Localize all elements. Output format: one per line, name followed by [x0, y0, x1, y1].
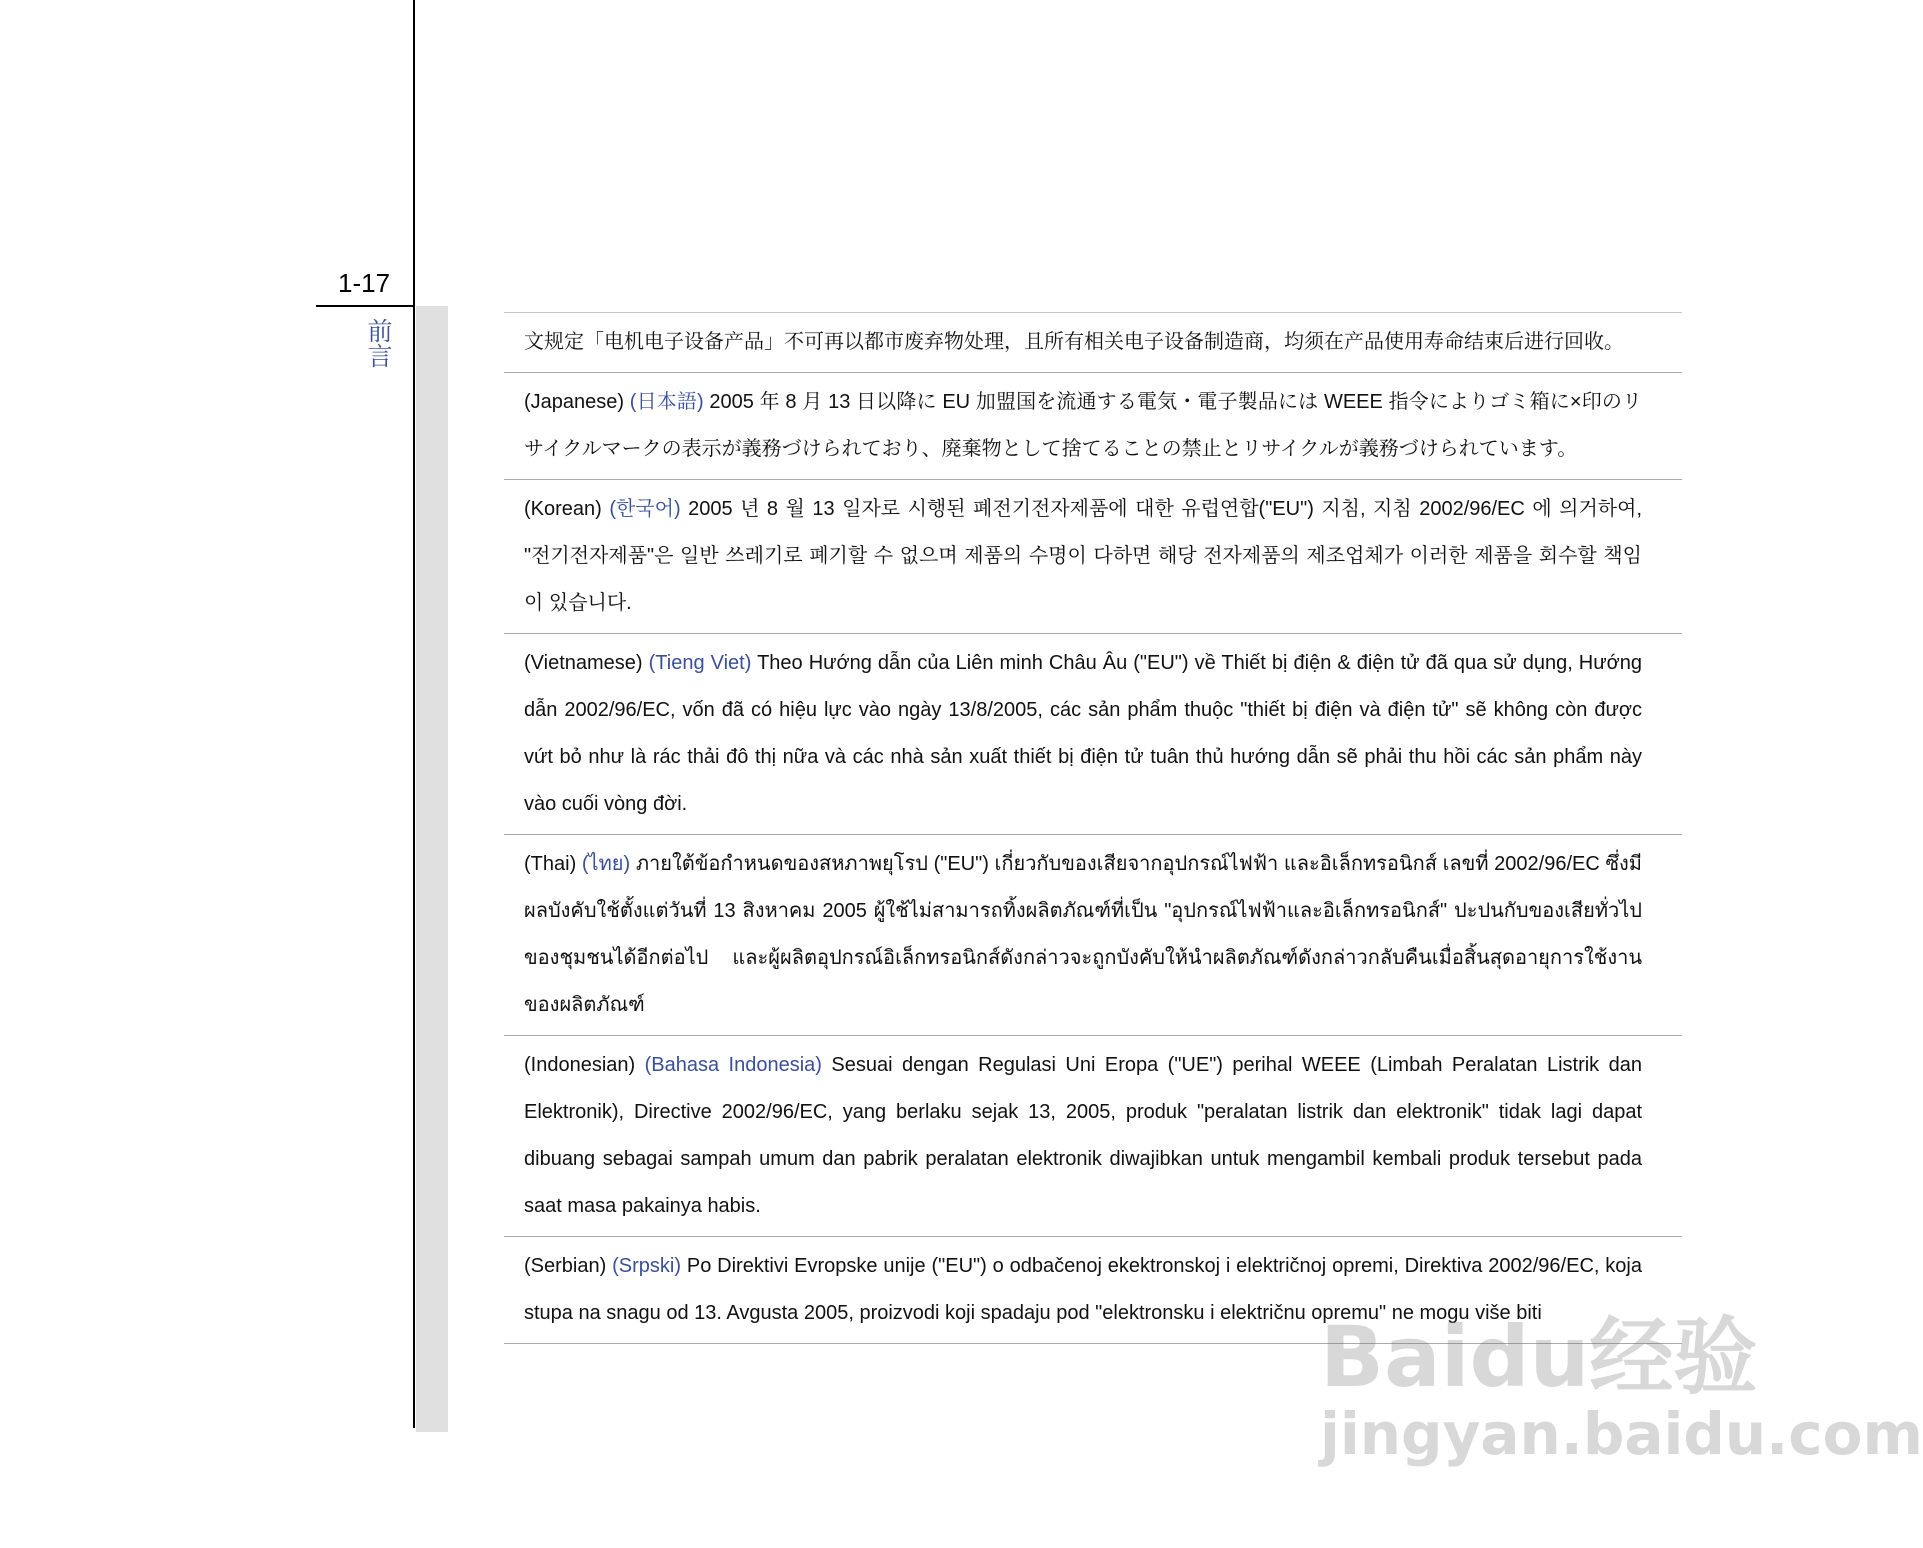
- native-language-name: (Tieng Viet): [648, 652, 752, 674]
- native-language-name: (Bahasa Indonesia): [644, 1054, 822, 1076]
- page-number-rule: [316, 305, 414, 307]
- paragraph-text: Po Direktivi Evropske unije ("EU") o odbačenoj ekektronskoj i električnoj opremi, Direktiva 2002/96/EC, koja stupa na snagu od 13. Avgusta 2005, proizvodi koji spadaju pod "elektronsku i električnu opremu" ne mogu više biti: [524, 1255, 1642, 1324]
- margin-vertical-rule: [413, 0, 415, 1428]
- paragraph-vietnamese: [504, 634, 1682, 835]
- paragraph-thai: [504, 835, 1682, 1036]
- paragraph-text: 2005 년 8 월 13 일자로 시행된 폐전기전자제품에 대한 유럽연합("EU") 지침, 지침 2002/96/EC 에 의거하여, "전기전자제품"은 일반 쓰레기로 폐기할 수 없으며 제품의 수명이 다하면 해당 전자제품의 제조업체가 이러한 제품을 회수할 책임이 있습니다.: [524, 498, 1642, 614]
- native-language-name: (Srpski): [612, 1255, 681, 1277]
- paragraph-text: Sesuai dengan Regulasi Uni Eropa ("UE") perihal WEEE (Limbah Peralatan Listrik dan Elektronik), Directive 2002/96/EC, yang berlaku sejak 13, 2005, produk "peralatan listrik dan elektronik" tidak lagi dapat dibuang sebagai sampah umum dan pabrik peralatan elektronik diwajibkan untuk mengambil kembali produk tersebut pada saat masa pakainya habis.: [524, 1054, 1642, 1217]
- watermark-logo: Baidu经验: [1320, 1308, 1758, 1406]
- language-name: (Korean): [524, 498, 610, 520]
- native-language-name: (ไทย): [581, 853, 631, 875]
- language-name: (Indonesian): [524, 1054, 645, 1076]
- paragraph-japanese: [504, 373, 1682, 480]
- language-name: (Thai): [524, 853, 582, 875]
- watermark-url: jingyan.baidu.com: [1320, 1400, 1923, 1468]
- document-body: [504, 312, 1682, 1344]
- paragraph-text: ภายใต้ข้อกำหนดของสหภาพยุโรป ("EU") เกี่ยวกับของเสียจากอุปกรณ์ไฟฟ้า และอิเล็กทรอนิกส์ เลขที่ 2002/96/EC ซึ่งมีผลบังคับใช้ตั้งแต่วันที่ 13 สิงหาคม 2005 ผู้ใช้ไม่สามารถทิ้งผลิตภัณฑ์ที่เป็น "อุปกรณ์ไฟฟ้าและอิเล็กทรอนิกส์" ปะปนกับของเสียทั่วไปของชุมชนได้อีกต่อไป และผู้ผลิตอุปกรณ์อิเล็กทรอนิกส์ดังกล่าวจะถูกบังคับให้นำผลิตภัณฑ์ดังกล่าวกลับคืนเมื่อสิ้นสุดอายุการใช้งานของผลิตภัณฑ์: [524, 853, 1642, 1016]
- paragraph-text: 2005 年 8 月 13 日以降に EU 加盟国を流通する電気・電子製品には WEEE 指令によりゴミ箱に×印のリサイクルマークの表示が義務づけられており、廃棄物として捨てることの禁止とリサイクルが義務づけられています。: [524, 391, 1642, 460]
- margin-gray-band: [416, 306, 448, 1432]
- paragraph-korean: [504, 480, 1682, 634]
- native-language-name: (日本語): [629, 391, 704, 413]
- native-language-name: (한국어): [609, 498, 681, 520]
- paragraph-text: 文规定「电机电子设备产品」不可再以都市废弃物处理，且所有相关电子设备制造商，均须在产品使用寿命结束后进行回收。: [524, 331, 1624, 353]
- paragraph-text: Theo Hướng dẫn của Liên minh Châu Âu ("EU") về Thiết bị điện & điện tử đã qua sử dụng, Hướng dẫn 2002/96/EC, vốn đã có hiệu lực vào ngày 13/8/2005, các sản phẩm thuộc "thiết bị điện và điện tử" sẽ không còn được vứt bỏ như là rác thải đô thị nữa và các nhà sản xuất thiết bị điện tử tuân thủ hướng dẫn sẽ phải thu hồi các sản phẩm này vào cuối vòng đời.: [524, 652, 1643, 815]
- paragraph-indonesian: [504, 1036, 1682, 1237]
- section-label: 前言: [364, 318, 393, 368]
- language-name: (Japanese): [524, 391, 630, 413]
- language-name: (Vietnamese): [524, 652, 649, 674]
- language-name: (Serbian): [524, 1255, 613, 1277]
- page-number: 1-17: [338, 268, 391, 298]
- paragraph-chinese: [504, 312, 1682, 373]
- paragraph-serbian: [504, 1237, 1682, 1344]
